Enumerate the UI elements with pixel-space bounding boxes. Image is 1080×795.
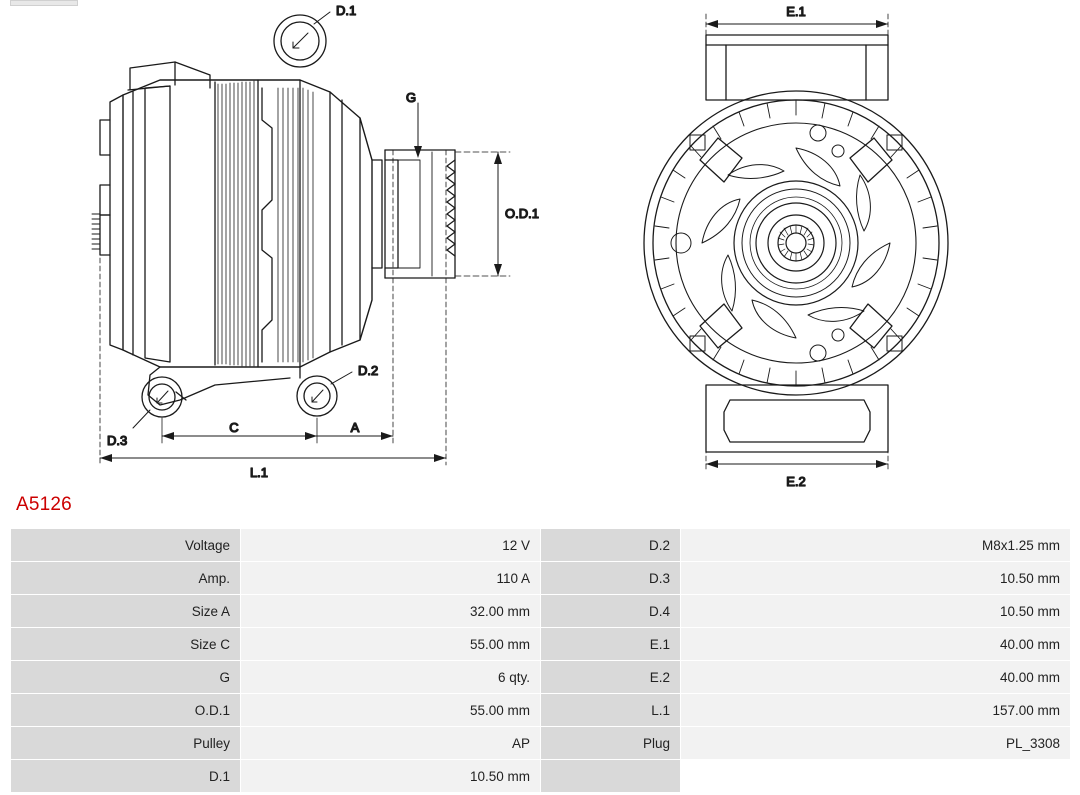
table-row	[11, 628, 1071, 661]
spec-value: 32.00 mm	[241, 595, 541, 628]
spec-label2: D.3	[541, 562, 681, 595]
spec-value2: M8x1.25 mm	[681, 529, 1071, 562]
d2-callout	[297, 363, 378, 416]
spec-label: D.1	[11, 760, 241, 793]
pulley-group	[385, 150, 455, 278]
od1-dimension	[455, 152, 539, 276]
label-d3: D.3	[107, 433, 128, 448]
spec-value2-empty	[681, 760, 1071, 793]
label-d1: D.1	[336, 3, 357, 18]
g-callout	[406, 90, 422, 158]
part-number: A5126	[16, 494, 72, 515]
spec-label2: E.1	[541, 628, 681, 661]
label-d2: D.2	[358, 363, 379, 378]
spec-label: Pulley	[11, 727, 241, 760]
spec-value2: 10.50 mm	[681, 562, 1071, 595]
spec-value2: 40.00 mm	[681, 661, 1071, 694]
table-row	[11, 529, 1071, 562]
specifications-table	[10, 528, 1071, 793]
spec-value: 10.50 mm	[241, 760, 541, 793]
e2-dimension	[706, 448, 888, 489]
spec-label2: E.2	[541, 661, 681, 694]
spec-table-body	[11, 529, 1071, 793]
spec-value: 55.00 mm	[241, 694, 541, 727]
spec-value2: 157.00 mm	[681, 694, 1071, 727]
table-row	[11, 694, 1071, 727]
c-dimension	[162, 418, 317, 443]
label-e2: E.2	[786, 474, 806, 489]
spec-label2: Plug	[541, 727, 681, 760]
spec-label2: D.4	[541, 595, 681, 628]
spec-label: Amp.	[11, 562, 241, 595]
spec-label: O.D.1	[11, 694, 241, 727]
spec-value2: 10.50 mm	[681, 595, 1071, 628]
spec-value: 6 qty.	[241, 661, 541, 694]
label-a: A	[350, 420, 360, 435]
table-row	[11, 661, 1071, 694]
label-l1: L.1	[249, 465, 269, 480]
front-view-group	[644, 35, 948, 452]
spec-value: 55.00 mm	[241, 628, 541, 661]
spec-value2: PL_3308	[681, 727, 1071, 760]
spec-label: Size A	[11, 595, 241, 628]
spec-value: AP	[241, 727, 541, 760]
label-g: G	[405, 90, 417, 105]
side-view-group	[92, 62, 382, 405]
spec-label2: L.1	[541, 694, 681, 727]
table-row	[11, 727, 1071, 760]
table-row	[11, 562, 1071, 595]
label-c: C	[229, 420, 239, 435]
spec-value: 110 A	[241, 562, 541, 595]
spec-label: G	[11, 661, 241, 694]
table-row	[11, 760, 1071, 793]
spec-label: Size C	[11, 628, 241, 661]
spec-value: 12 V	[241, 529, 541, 562]
table-row	[11, 595, 1071, 628]
spec-label: Voltage	[11, 529, 241, 562]
l1-dimension	[100, 150, 446, 480]
label-od1: O.D.1	[505, 206, 539, 221]
spec-label2-empty	[541, 760, 681, 793]
label-e1: E.1	[786, 4, 806, 19]
d1-callout	[274, 3, 356, 67]
spec-value2: 40.00 mm	[681, 628, 1071, 661]
spec-label2: D.2	[541, 529, 681, 562]
